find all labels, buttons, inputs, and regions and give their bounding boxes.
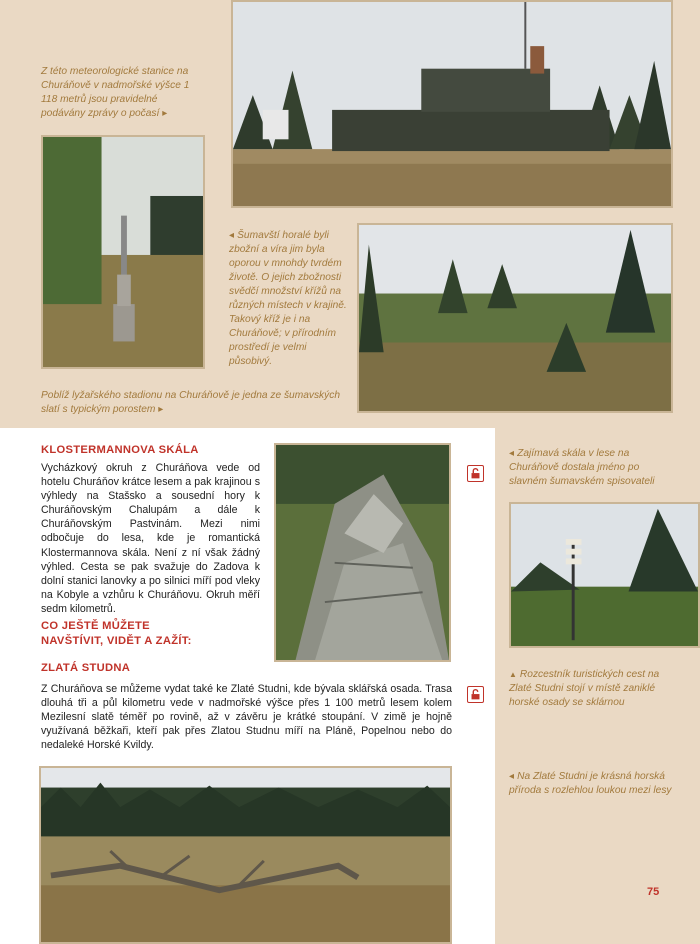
photo-meteo-station <box>231 0 673 208</box>
photo-slat <box>357 223 673 413</box>
heading-zlata-studna: ZLATÁ STUDNA <box>41 662 131 674</box>
photo-meadow <box>39 766 452 944</box>
heading-klostermann: KLOSTERMANNOVA SKÁLA <box>41 444 199 456</box>
unlock-icon <box>467 686 484 703</box>
caption-signpost: ▲ Rozcestník turistických cest na Zlaté Studni stojí v místě zaniklé horské osady se sklárnou <box>509 669 660 708</box>
arrow-up-icon: ▲ <box>509 670 517 679</box>
arrow-left-icon: ◂ <box>509 448 515 459</box>
photo-signpost <box>509 502 700 648</box>
photo-cross <box>41 135 205 369</box>
text-zlata-studna: Z Churáňova se můžeme vydat také ke Zlaté Studni, kde bývala sklářská osada. Trasa dlouhá tři a půl kilometru vede v nadmořské výšce přes 1 100 metrů lesem kolem Mezilesní slatě téměř po rovině, až v závěru je krátké stoupání. V zimě je hojně využívaná běžkaři, kteří pak přes Zlatou Studnu míří na Pláně, Popelnou nebo do nedaleké Horské Kvildy. <box>41 683 452 752</box>
heading-co-jeste: CO JEŠTĚ MŮŽETE NAVŠTÍVIT, VIDĚT A ZAŽÍT: <box>41 620 192 647</box>
caption-slat: Poblíž lyžařského stadionu na Churáňově je jedna ze šumavských slatí s typickým porostem ▸ <box>41 389 341 417</box>
text-klostermann: Vycházkový okruh z Churáňova vede od hotelu Churáňov krátce lesem a pak krajinou s výhledy na Stašsko a sousední hory k Churáňovským Chalupám a dále k Churáňovským Pastvinám. Mezi nimi odbočuje do lesa, kde je romantická Klostermannova skála. Není z ní však žádný výhled. Cesta se pak svažuje do Zadova k dolní stanici lanovky a po silnici míří pod vleky na Kobyle a vzhůru k Churáňovu. Okruh měří sedm kilometrů. <box>41 462 260 615</box>
caption-cross: ◂ Šumavští horalé byli zbožní a víra jim byla oporou v mnohdy tvrdém životě. O jejich zbožnosti svědčí množství křížů na různých místech v krajině. Takový kříž je i na Churáňově; v přírodním prostředí je velmi působivý. <box>229 230 347 367</box>
page-number: 75 <box>647 886 660 898</box>
caption-meteo-station: Z této meteorologické stanice na Churáňově v nadmořské výšce 1 118 metrů jsou pravidelné podávány zprávy o počasí ▸ <box>41 65 201 121</box>
caption-meadow: ◂ Na Zlaté Studni je krásná horská příroda s rozlehlou loukou mezi lesy <box>509 771 672 796</box>
unlock-icon <box>467 465 484 482</box>
arrow-left-icon: ◂ <box>509 771 515 782</box>
photo-rock <box>274 443 451 662</box>
arrow-left-icon: ◂ <box>229 230 235 241</box>
caption-rock: ◂ Zajímavá skála v lese na Churáňově dostala jméno po slavném šumavském spisovateli <box>509 448 655 487</box>
